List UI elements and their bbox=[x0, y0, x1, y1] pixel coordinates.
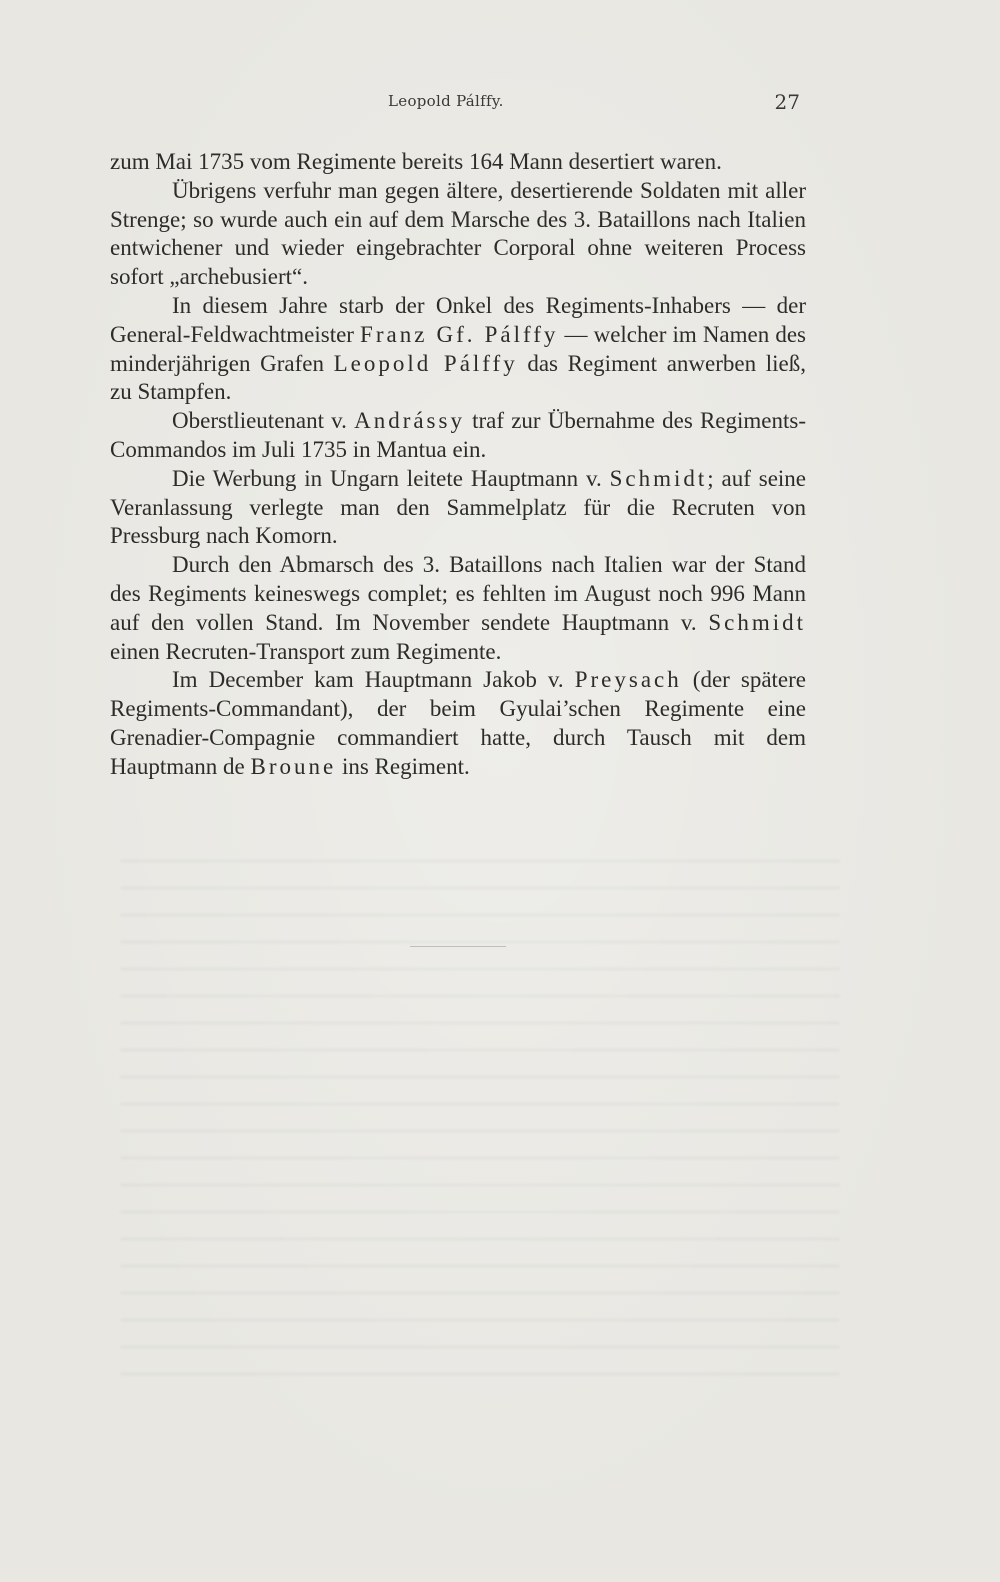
paragraph-6 bbox=[110, 551, 806, 666]
spaced-name-schmidt: Schmidt bbox=[708, 609, 806, 635]
spaced-name-andrassy: Andrássy bbox=[354, 408, 465, 434]
paragraph-7-text: Im December kam Hauptmann Jakob v. bbox=[172, 667, 575, 693]
spaced-name-schmidt: Schmidt bbox=[609, 465, 708, 491]
paragraph-4-text: Oberstlieutenant v. bbox=[172, 408, 355, 434]
paragraph-4 bbox=[110, 407, 806, 465]
page-header bbox=[110, 92, 800, 116]
spaced-name-franz-palffy: Franz Gf. Pálffy bbox=[360, 321, 559, 347]
paragraph-5-text: Die Werbung in Ungarn leitete Hauptmann v. bbox=[172, 465, 610, 491]
paragraph-1: zum Mai 1735 vom Regimente bereits 164 Mann desertiert waren. bbox=[110, 149, 722, 174]
paragraph-6-text: Durch den Abmarsch des 3. Bataillons nach Italien war der Stand des Regiments keineswegs complet; es fehlten im August noch 996 Mann auf den vollen Stand. Im November sendete Hauptmann v. bbox=[110, 552, 806, 635]
spaced-name-preysach: Preysach bbox=[574, 667, 682, 693]
page-number: 27 bbox=[774, 90, 800, 114]
paragraph-6-text: einen Recruten-Transport zum Regimente. bbox=[110, 638, 502, 664]
paragraph-7-text: (der spätere Regiments-Commandant), der beim Gyulai’schen Regimente eine Grenadier-Compagnie commandiert hatte, durch Tausch mit dem Hauptmann de bbox=[110, 667, 806, 779]
paragraph-5-text: ; auf seine Veranlassung verlegte man den Sammelplatz für die Recruten von Pressburg nach Komorn. bbox=[110, 465, 806, 549]
paragraph-3-text: das Regiment anwerben ließ, zu Stampfen. bbox=[110, 350, 806, 405]
body-text bbox=[110, 148, 806, 782]
paragraph-3-text: — welcher im Namen des minderjährigen Grafen bbox=[110, 321, 806, 376]
show-through-from-reverse-page bbox=[120, 860, 840, 1380]
paragraph-3 bbox=[110, 292, 806, 407]
paragraph-7-text: ins Regiment. bbox=[336, 753, 470, 779]
spaced-name-leopold-palffy: Leopold Pálffy bbox=[333, 350, 518, 376]
paragraph-4-text: traf zur Übernahme des Regiments-Commandos im Juli 1735 in Mantua ein. bbox=[110, 408, 806, 462]
running-title: Leopold Pálffy. bbox=[388, 92, 504, 110]
spaced-name-broune: Broune bbox=[250, 753, 337, 779]
paragraph-3-text: In diesem Jahre starb der Onkel des Regiments-Inhabers — der General-Feldwachtmeister bbox=[110, 292, 806, 347]
paragraph-5 bbox=[110, 465, 806, 551]
paragraph-2: Übrigens verfuhr man gegen ältere, desertierende Soldaten mit aller Strenge; so wurde auch ein auf dem Marsche des 3. Bataillons nach Italien entwichener und wieder eingebrachter Corporal ohne weiteren Process sofort „archebusiert“. bbox=[110, 177, 806, 290]
paragraph-7 bbox=[110, 666, 806, 781]
faint-divider-line bbox=[410, 946, 506, 947]
